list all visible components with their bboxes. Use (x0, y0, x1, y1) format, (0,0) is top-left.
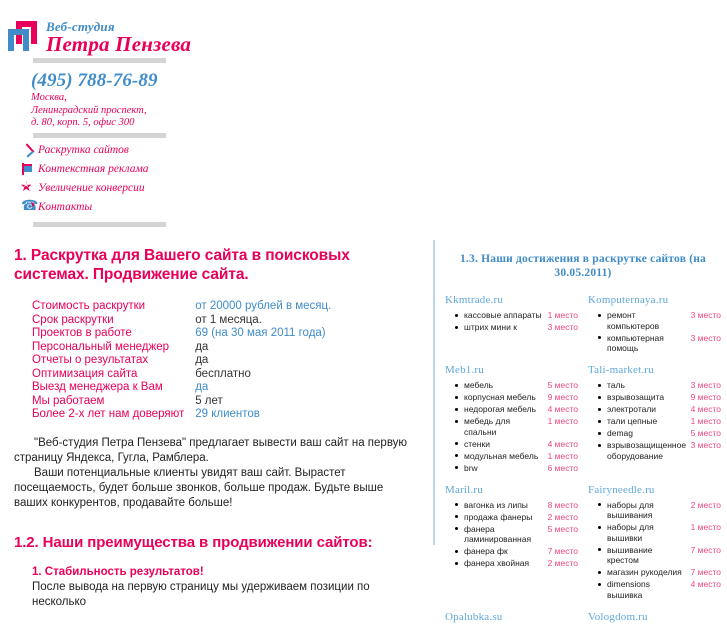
site-block-fairyneedle (588, 484, 721, 602)
site-name-link[interactable]: Maril.ru (445, 483, 483, 496)
table-row (32, 327, 331, 341)
phone-number[interactable]: (495) 788-76-89 (31, 70, 158, 91)
table-row (32, 408, 331, 422)
service-facts-table (32, 300, 331, 422)
advantage-title: 1. Стабильность результатов! (32, 565, 204, 578)
keyword-position: 5 место (690, 428, 721, 438)
keyword-text: штрих мини к (464, 322, 517, 332)
site-block-meb1 (445, 364, 578, 475)
advantage-text: После вывода на первую страницу мы удерживаем позиции по несколько (32, 580, 370, 608)
site-name-link[interactable]: Meb1.ru (445, 364, 484, 376)
site-name-link[interactable]: Tali-market.ru (588, 364, 654, 376)
keyword-text: магазин рукоделия (607, 567, 682, 577)
site-block-tali-market (588, 364, 721, 475)
list-item (455, 463, 578, 474)
keyword-text: фанера ламинированная (464, 523, 532, 544)
fact-value: 29 клиентов (195, 408, 260, 420)
keyword-position: 1 место (547, 450, 578, 461)
fact-key: Более 2-х лет нам доверяют (32, 408, 185, 420)
achievements-panel (433, 240, 727, 623)
fact-key: Стоимость раскрутки (32, 300, 146, 312)
page-title: 1. Раскрутка для Вашего сайта в поисковых системах. Продвижение сайта. (14, 247, 350, 283)
list-item (598, 440, 721, 461)
main-content (0, 240, 433, 610)
logo-name: Петра Пензева (46, 32, 192, 56)
keyword-text: ремонт компьютеров (607, 310, 660, 331)
achievements-grid (445, 294, 721, 636)
keyword-text: взрывозащита (607, 392, 665, 402)
keyword-position: 2 место (547, 511, 578, 522)
keyword-position: 3 место (690, 440, 721, 450)
keyword-text: модульная мебель (464, 450, 539, 461)
list-item (455, 451, 578, 462)
address-line-2: Ленинградский проспект, (31, 104, 147, 116)
keyword-text: электротали (607, 404, 657, 414)
keyword-position: 3 место (690, 380, 721, 390)
logo-text (46, 20, 191, 55)
divider-bottom (33, 222, 166, 227)
list-item (598, 579, 721, 600)
double-p-logo-icon (8, 21, 37, 51)
keyword-position: 2 место (547, 558, 578, 568)
fact-key: Отчеты о результатах (32, 354, 149, 366)
site-name-link[interactable]: Kkmtrade.ru (445, 294, 504, 306)
nav-item-label: Увеличение конверсии (38, 181, 145, 194)
fact-key: Срок раскрутки (32, 313, 114, 326)
keyword-list (445, 380, 578, 473)
list-item (598, 392, 721, 403)
fact-key: Проектов в работе (32, 327, 132, 339)
fact-value: да (195, 381, 209, 393)
keyword-position: 6 место (547, 462, 578, 473)
list-item (598, 310, 721, 331)
list-item (598, 333, 721, 354)
site-name-link[interactable]: Vologdom.ru (588, 610, 648, 623)
table-row (32, 341, 331, 355)
keyword-position: 3 место (690, 310, 721, 320)
site-block-kkmtrade (445, 294, 578, 355)
service-facts-body (32, 300, 331, 422)
advantages-title: 1.2. Наши преимущества в продвижении сайтов: (14, 533, 373, 551)
site-header (0, 0, 250, 235)
keyword-list (445, 310, 578, 333)
table-row (32, 314, 331, 328)
site-block-maril (445, 484, 578, 602)
list-item (455, 322, 578, 333)
list-item (598, 428, 721, 439)
list-item (455, 558, 578, 569)
intro-paragraph-2: Ваши потенциальные клиенты увидят ваш сайт. Вырастет посещаемость, будет больше звонков, больше продаж. Будьте выше ваших конкурентов, продавайте больше! (14, 466, 384, 509)
keyword-position: 8 место (547, 499, 578, 510)
divider-middle (33, 133, 166, 138)
keyword-text: мебедь для спальни (464, 416, 511, 437)
keyword-position: 4 место (547, 438, 578, 449)
keyword-position: 1 место (547, 310, 578, 320)
table-row (32, 395, 331, 409)
list-item (455, 416, 578, 437)
keyword-text: компьютерная помощь (607, 332, 664, 353)
list-item (598, 416, 721, 427)
site-block-vologdom (588, 611, 721, 627)
keyword-list (588, 500, 721, 601)
list-item (455, 310, 578, 321)
list-item (455, 392, 578, 403)
table-row (32, 300, 331, 314)
keyword-text: взрывозащищенное оборудование (607, 440, 687, 461)
keyword-position: 4 место (547, 404, 578, 414)
keyword-position: 7 место (690, 544, 721, 555)
list-item (455, 524, 578, 545)
list-item (455, 439, 578, 450)
keyword-position: 3 место (690, 332, 721, 343)
table-row (32, 354, 331, 368)
list-item (455, 512, 578, 523)
keyword-position: 4 место (690, 404, 721, 414)
star-icon (18, 181, 38, 195)
list-item (598, 522, 721, 543)
fact-key: Персональный менеджер (32, 340, 170, 353)
address-line-3: д. 80, корп. 5, офис 300 (31, 117, 135, 128)
logo-blue-shape (8, 29, 29, 51)
list-item (455, 500, 578, 511)
fact-value: от 20000 рублей в месяц. (195, 300, 332, 312)
intro-paragraph-1: "Веб-студия Петра Пензева" предлагает вывести ваш сайт на первую страницу Яндекса, Гугла, Рамблера. (14, 436, 408, 464)
keyword-text: тали цепные (607, 416, 658, 426)
fact-key: Мы работаем (32, 394, 105, 407)
nav-item-label: Контекстная реклама (38, 162, 149, 175)
nav-item-label: Раскрутка сайтов (38, 143, 129, 156)
keyword-position: 5 место (547, 523, 578, 534)
keyword-position: 9 место (690, 392, 721, 402)
keyword-text: наборы для вышивки (607, 522, 654, 543)
list-item (598, 380, 721, 391)
keyword-text: кассовые аппараты (464, 310, 542, 320)
keyword-text: таль (607, 380, 625, 390)
nav-item-label: Контакты (38, 200, 93, 213)
table-row (32, 368, 331, 382)
keyword-position: 1 место (690, 416, 721, 426)
keyword-position: 7 место (547, 546, 578, 556)
divider-top (33, 58, 166, 63)
list-item (455, 380, 578, 391)
table-row (32, 381, 331, 395)
keyword-text: demag (607, 428, 633, 438)
advantage-item (32, 566, 419, 610)
list-item (598, 404, 721, 415)
list-item (598, 500, 721, 521)
main-navigation (18, 141, 238, 217)
keyword-position: 3 место (547, 322, 578, 332)
site-block-opalubka (445, 611, 578, 627)
address (31, 92, 147, 130)
nav-item-context-ads[interactable] (18, 160, 238, 177)
fact-value: да (195, 354, 209, 366)
site-name-link[interactable]: Komputernaya.ru (588, 294, 669, 306)
fact-value: от 1 месяца. (195, 313, 262, 326)
keyword-text: dimensions вышивка (607, 579, 650, 600)
list-item (455, 404, 578, 415)
achievements-heading: 1.3. Наши достижения в раскрутке сайтов (на 30.05.2011) (459, 253, 706, 279)
phone-check-icon (18, 143, 38, 157)
list-item (455, 546, 578, 557)
nav-item-promotion[interactable] (18, 141, 238, 158)
keyword-position: 5 место (547, 380, 578, 390)
address-line-1: Москва, (31, 92, 67, 103)
logo-tagline: Веб-студия (46, 19, 115, 34)
fact-value: бесплатно (195, 367, 251, 380)
keyword-text: фанера хвойная (464, 558, 530, 568)
keyword-list (445, 500, 578, 569)
fact-key: Оптимизация сайта (32, 367, 138, 380)
keyword-text: стенки (464, 438, 490, 449)
keyword-position: 9 место (547, 392, 578, 402)
keyword-position: 2 место (690, 499, 721, 510)
keyword-text: brw (464, 462, 478, 473)
keyword-text: наборы для вышивания (607, 499, 654, 520)
keyword-position: 1 место (547, 416, 578, 426)
fact-key: Выезд менеджера к Вам (32, 381, 163, 393)
flag-icon (18, 162, 38, 176)
keyword-text: мебель (464, 380, 494, 390)
keyword-text: продажа фанеры (464, 511, 533, 522)
keyword-list (588, 310, 721, 354)
fact-value: 5 лет (195, 394, 223, 407)
keyword-text: вагонка из липы (464, 499, 528, 510)
keyword-text: фанера фк (464, 546, 508, 556)
keyword-position: 1 место (690, 522, 721, 532)
keyword-text: недорогая мебель (464, 404, 537, 414)
fact-value: 69 (на 30 мая 2011 года) (195, 327, 326, 339)
logo[interactable] (8, 20, 191, 55)
nav-item-conversion[interactable] (18, 179, 238, 196)
site-block-komputernaya (588, 294, 721, 355)
list-item (598, 567, 721, 578)
keyword-text: корпусная мебель (464, 392, 536, 402)
list-item (598, 545, 721, 566)
handset-icon (18, 200, 38, 214)
nav-item-contacts[interactable] (18, 198, 238, 215)
keyword-text: вышивание крестом (607, 544, 653, 565)
keyword-position: 7 место (690, 567, 721, 577)
keyword-position: 4 место (690, 579, 721, 589)
fact-value: да (195, 340, 209, 353)
site-name-link[interactable]: Fairyneedle.ru (588, 483, 655, 496)
keyword-list (588, 380, 721, 461)
site-name-link[interactable]: Opalubka.su (445, 610, 503, 623)
